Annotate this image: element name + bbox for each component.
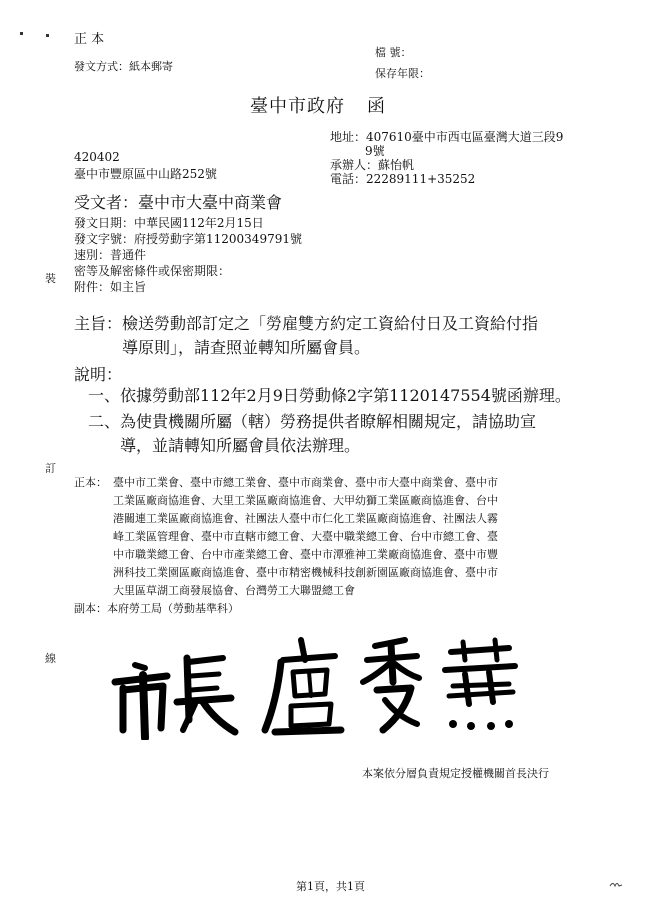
line-mark: 線 — [45, 652, 56, 665]
file-number-label: 檔 號： — [375, 46, 412, 59]
subject-line2: 導原則」，請查照並轉知所屬會員。 — [122, 338, 371, 357]
document-type: 函 — [367, 96, 386, 117]
binding-mark: 裝 — [45, 272, 56, 285]
attachment: 附件：如主旨 — [74, 280, 147, 294]
authorization-note: 本案依分層負責規定授權機關首長決行 — [362, 767, 549, 780]
handwritten-mark — [609, 874, 623, 883]
retention-label: 保存年限： — [375, 67, 430, 80]
recipient: 受文者：臺中市大臺中商業會 — [74, 193, 283, 212]
recipient-address: 臺中市豐原區中山路252號 — [74, 167, 217, 181]
subject-line1: 主旨：檢送勞動部訂定之「勞雇雙方約定工資給付日及工資給付指 — [74, 314, 539, 333]
sender-address-line2: 9號 — [365, 144, 385, 158]
signature-brush-strokes — [105, 630, 535, 740]
delivery-speed: 速別：普通件 — [74, 248, 147, 262]
document-number: 發文字號：府授勞動字第11200349791號 — [74, 232, 302, 246]
distribution-label: 正本： — [74, 476, 107, 489]
distribution-line: 中市職業總工會、台中市產業總工會、臺中市潭雅神工業廠商協進會、臺中市豐 — [113, 548, 498, 561]
subject — [74, 312, 538, 360]
distribution-line: 臺中市工業會、臺中市總工業會、臺中市商業會、臺中市大臺中商業會、臺中市 — [113, 476, 498, 489]
distribution-line: 大里區草湖工商發展協會、台灣勞工大聯盟總工會 — [113, 584, 355, 597]
issue-date: 發文日期：中華民國112年2月15日 — [74, 216, 264, 230]
recipient-zip: 420402 — [74, 150, 120, 164]
document-meta — [74, 215, 302, 295]
scan-speck — [46, 34, 49, 37]
distribution-line: 工業區廠商協進會、大里工業區廠商協進會、大甲幼獅工業區廠商協進會、台中 — [113, 494, 498, 507]
send-method: 發文方式：紙本郵寄 — [74, 60, 173, 73]
explanation-item-2-line2: 導，並請轉知所屬會員依法辦理。 — [120, 436, 361, 455]
scan-speck — [20, 32, 23, 35]
copy-mark: 正 本 — [74, 32, 105, 47]
secrecy-level: 密等及解密條件或保密期限： — [74, 264, 231, 278]
copy-recipient: 副本：本府勞工局（勞動基準科） — [74, 602, 239, 615]
distribution-line: 峰工業區管理會、臺中市直轄市總工會、大臺中職業總工會、台中市總工會、臺 — [113, 530, 498, 543]
explanation-list — [88, 384, 571, 458]
stitch-mark: 訂 — [45, 462, 56, 475]
sender-info — [330, 130, 563, 186]
distribution-list — [113, 474, 498, 600]
distribution-line: 洲科技工業園區廠商協進會、臺中市精密機械科技創新園區廠商協進會、臺中市 — [113, 566, 498, 579]
sender-address-line1: 地址：407610臺中市西屯區臺灣大道三段9 — [330, 130, 564, 144]
explanation-item-1: 一、依據勞動部112年2月9日勞動條2字第1120147554號函辦理。 — [88, 386, 571, 405]
document-title — [250, 92, 386, 118]
distribution-line: 港關連工業區廠商協進會、社團法人臺中市仁化工業區廠商協進會、社團法人霧 — [113, 512, 498, 525]
page-number: 第1頁，共1頁 — [296, 880, 365, 893]
sender-phone: 電話：22289111+35252 — [330, 172, 476, 186]
sender-handler: 承辦人：蘇怡帆 — [330, 158, 415, 172]
explanation-label: 說明： — [74, 365, 123, 384]
explanation-item-2-line1: 二、為使貴機關所屬（轄）勞務提供者瞭解相關規定，請協助宣 — [88, 412, 537, 431]
agency-name: 臺中市政府 — [250, 96, 345, 117]
mayor-signature — [105, 630, 535, 740]
